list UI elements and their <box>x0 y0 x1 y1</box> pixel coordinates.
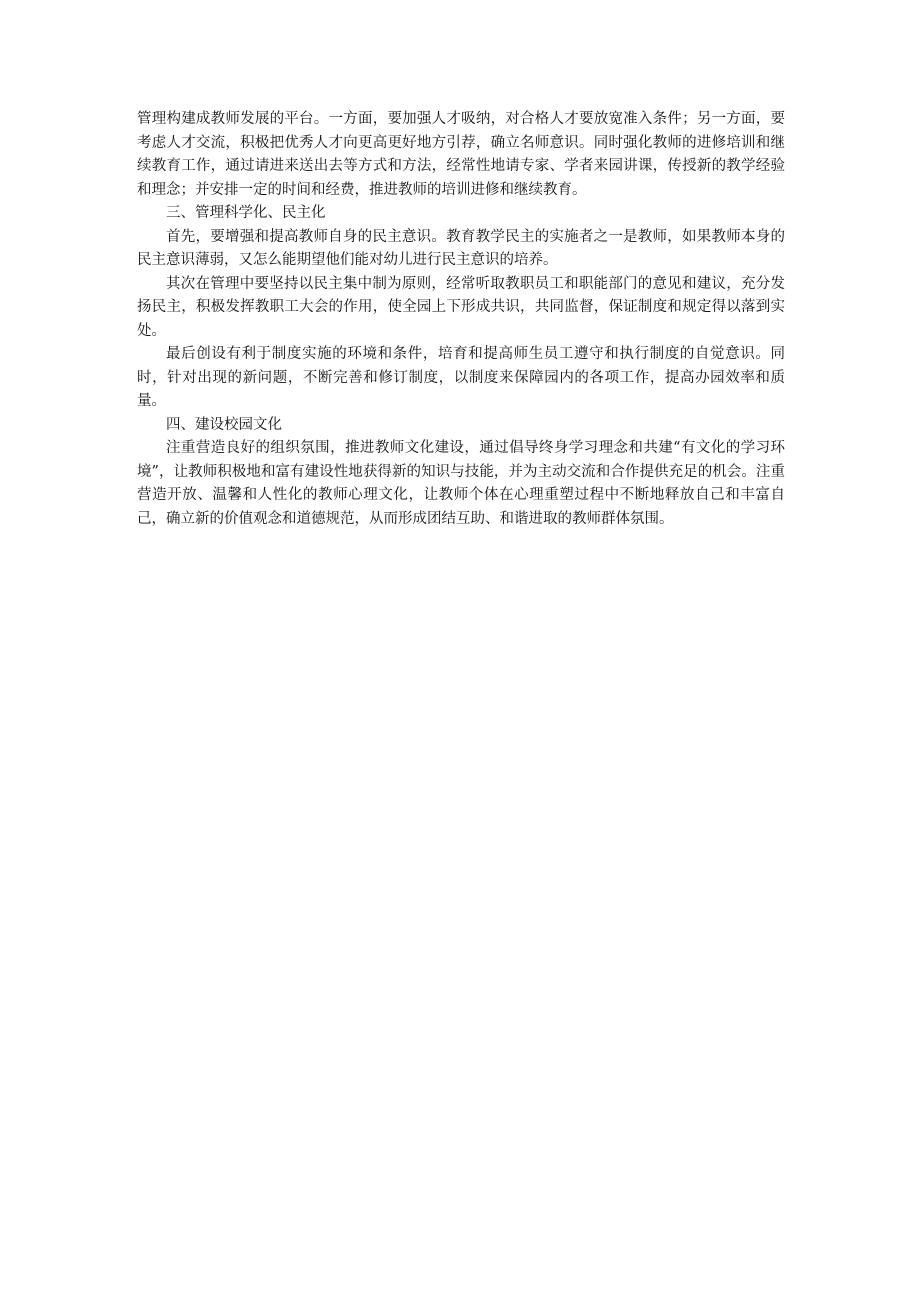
paragraph-campus-culture: 注重营造良好的组织氛围，推进教师文化建设，通过倡导终身学习理念和共建“有文化的学习环境”，让教师积极地和富有建设性地获得新的知识与技能，并为主动交流和合作提供充足的机会。注重营造开放、温馨和人性化的教师心理文化，让教师个体在心理重塑过程中不断地释放自己和丰富自己，确立新的价值观念和道德规范，从而形成团结互助、和谐进取的教师群体氛围。 <box>137 440 785 527</box>
paragraph-democratic-centralism: 其次在管理中要坚持以民主集中制为原则，经常听取教职员工和职能部门的意见和建议，充分发扬民主，积极发挥教职工大会的作用，使全园上下形成共识，共同监督，保证制度和规定得以落到实处。 <box>137 275 785 339</box>
paragraph-system-environment: 最后创设有利于制度实施的环境和条件，培育和提高师生员工遵守和执行制度的自觉意识。同时，针对出现的新问题，不断完善和修订制度，以制度来保障园内的各项工作，提高办园效率和质量。 <box>137 346 785 409</box>
document-body <box>137 108 785 531</box>
paragraph-talent-development: 管理构建成教师发展的平台。一方面，要加强人才吸纳，对合格人才要放宽准入条件；另一方面，要考虑人才交流，积极把优秀人才向更高更好地方引荐，确立名师意识。同时强化教师的进修培训和继续教育工作，通过请进来送出去等方式和方法，经常性地请专家、学者来园讲课，传授新的教学经验和理念；并安排一定的时间和经费，推进教师的培训进修和继续教育。 <box>137 111 785 198</box>
section-heading-management: 三、管理科学化、民主化 <box>166 205 326 221</box>
section-heading-campus-culture: 四、建设校园文化 <box>166 416 282 433</box>
paragraph-democratic-awareness: 首先，要增强和提高教师自身的民主意识。教育教学民主的实施者之一是教师，如果教师本身的民主意识薄弱，又怎么能期望他们能对幼儿进行民主意识的培养。 <box>137 228 785 268</box>
